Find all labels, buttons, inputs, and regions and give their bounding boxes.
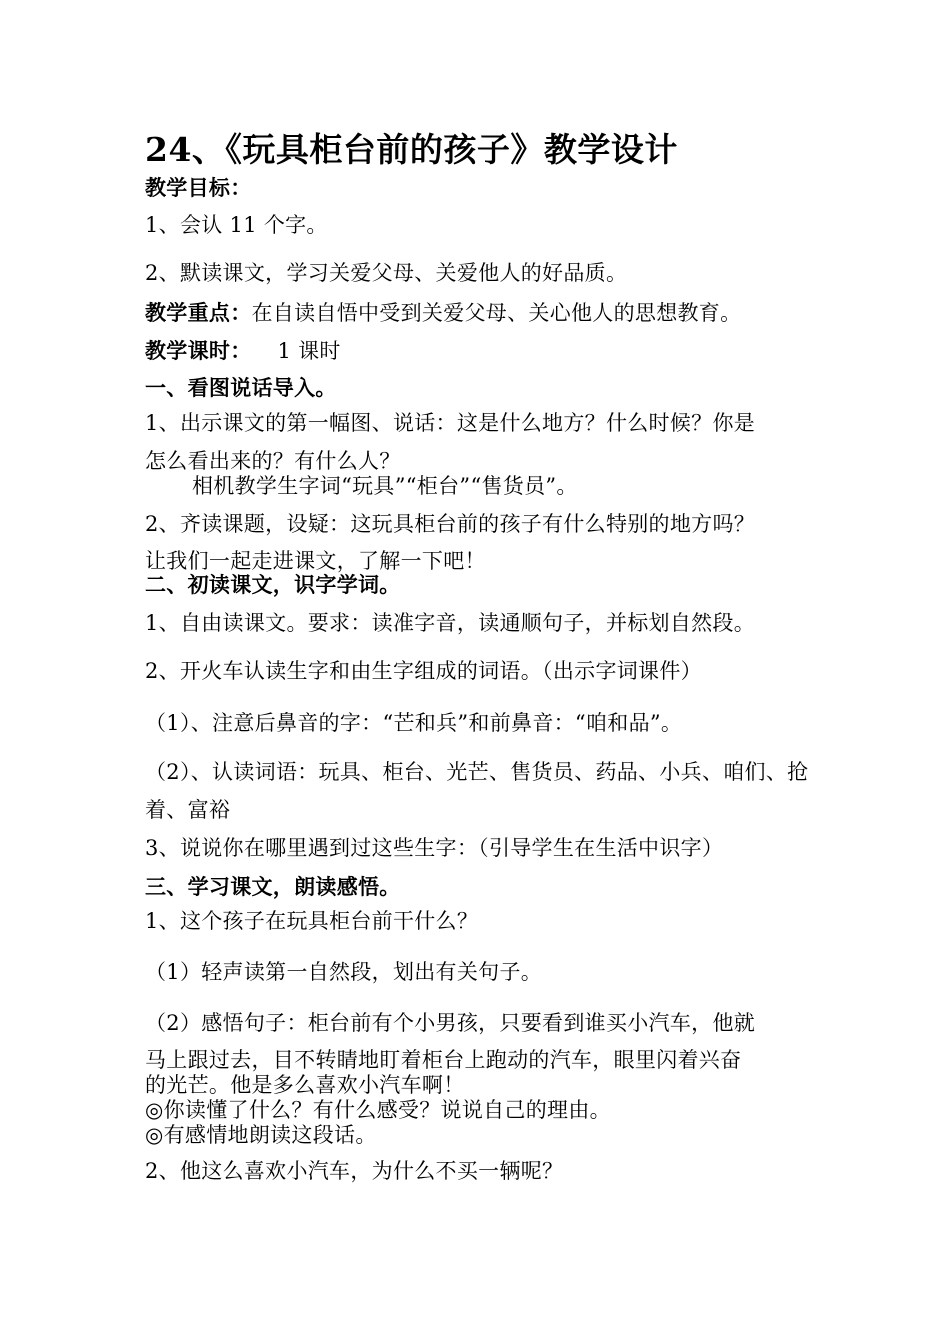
section-1-para-1-line-3: 相机教学生字词“玩具”“柜台”“售货员”。 (192, 474, 578, 498)
goal-2: 2、默读课文，学习关爱父母、关爱他人的好品质。 (145, 261, 628, 285)
key-point-line (145, 299, 741, 327)
key-point-label: 教学重点： (145, 300, 252, 325)
goal-1: 1、会认 11 个字。 (145, 213, 328, 237)
class-hours-text: 1 课时 (277, 339, 341, 363)
section-1-para-2-line-1: 2、齐读课题，设疑：这玩具柜台前的孩子有什么特别的地方吗？ (145, 512, 756, 536)
section-2-heading: 二、初读课文，识字学词。 (145, 572, 401, 597)
section-2-para-2: 2、开火车认读生字和由生字组成的词语。（出示字词课件） (145, 659, 702, 683)
section-3-para-5: ◎有感情地朗读这段话。 (145, 1123, 377, 1147)
section-3-para-3-line-1: （2）感悟句子：柜台前有个小男孩，只要看到谁买小汽车，他就 (145, 1011, 756, 1035)
section-1-heading: 一、看图说话导入。 (145, 375, 337, 400)
section-1-para-2-line-2: 让我们一起走进课文，了解一下吧！ (145, 549, 486, 573)
class-hours-line (145, 337, 341, 365)
section-3-para-1: 1、这个孩子在玩具柜台前干什么？ (145, 909, 479, 933)
page-title: 24、《玩具柜台前的孩子》教学设计 (145, 130, 678, 169)
section-3-para-3-line-3: 的光芒。他是多么喜欢小汽车啊！ (145, 1073, 465, 1097)
section-3-heading: 三、学习课文，朗读感悟。 (145, 874, 401, 899)
section-1-para-1-line-2: 怎么看出来的？有什么人？ (145, 449, 401, 473)
section-2-para-3: （1）、注意后鼻音的字：“芒和兵”和前鼻音：“咱和品”。 (145, 711, 683, 735)
section-3-para-2: （1）轻声读第一自然段，划出有关句子。 (145, 960, 543, 984)
section-1-para-1-line-1: 1、出示课文的第一幅图、说话：这是什么地方？什么时候？你是 (145, 411, 756, 435)
class-hours-label: 教学课时： (145, 338, 252, 363)
section-2-para-4-line-1: （2）、认读词语：玩具、柜台、光芒、售货员、药品、小兵、咱们、抢 (145, 760, 809, 784)
key-point-text: 在自读自悟中受到关爱父母、关心他人的思想教育。 (251, 301, 742, 325)
goals-heading: 教学目标： (145, 175, 252, 200)
section-2-para-1: 1、自由读课文。要求：读准字音，读通顺句子，并标划自然段。 (145, 611, 756, 635)
section-3-para-6: 2、他这么喜欢小汽车，为什么不买一辆呢？ (145, 1159, 564, 1183)
section-3-para-4: ◎你读懂了什么？有什么感受？说说自己的理由。 (145, 1098, 611, 1122)
section-3-para-3-line-2: 马上跟过去，目不转睛地盯着柜台上跑动的汽车，眼里闪着兴奋 (145, 1048, 742, 1072)
section-2-para-4-line-2: 着、富裕 (145, 798, 231, 822)
section-2-para-5: 3、说说你在哪里遇到过这些生字：（引导学生在生活中识字） (145, 836, 724, 860)
